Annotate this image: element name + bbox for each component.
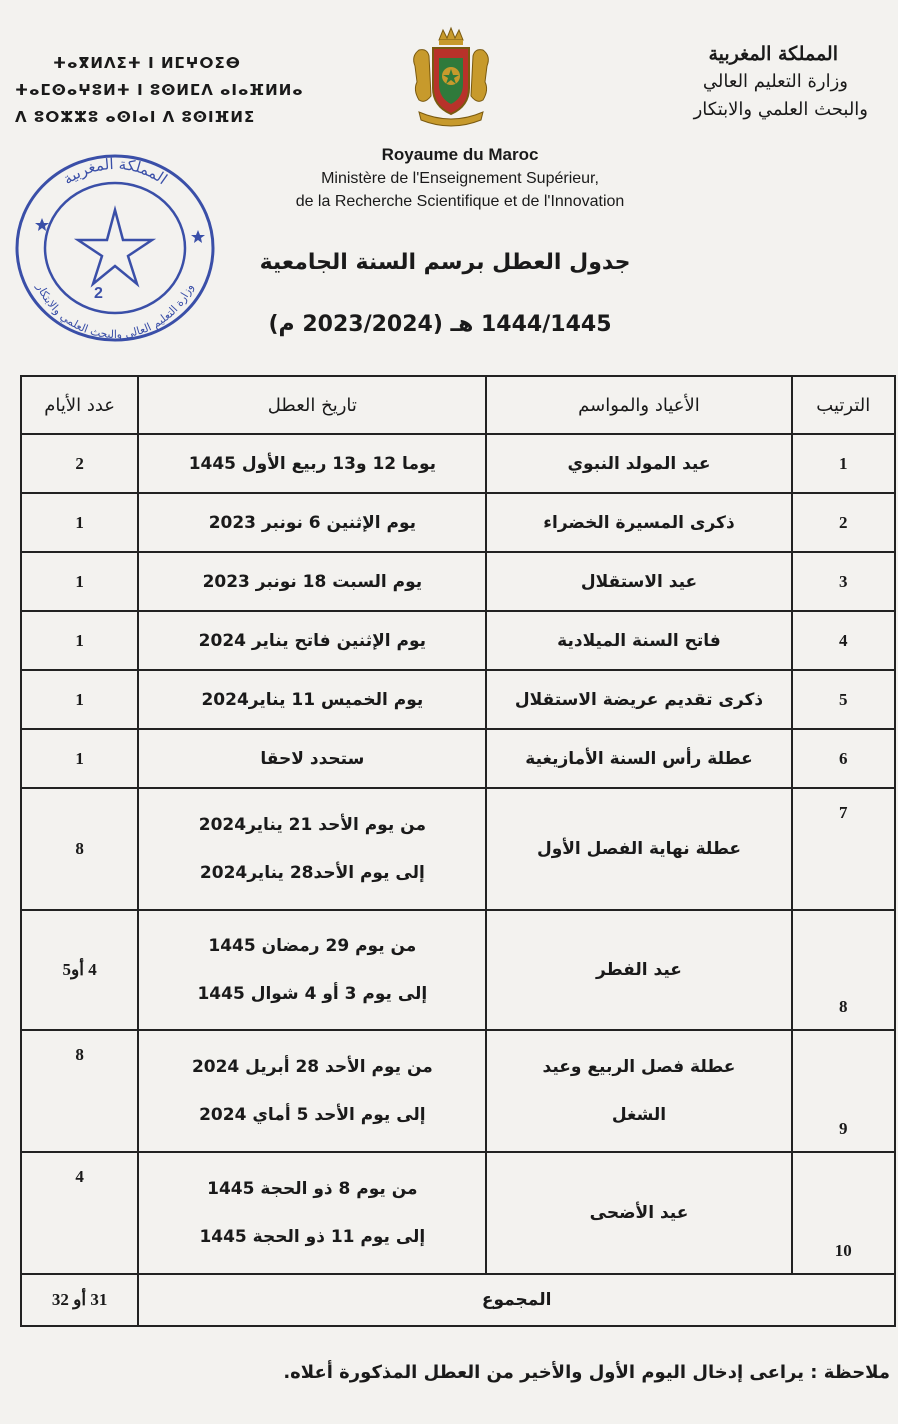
row-days: 8: [21, 1030, 138, 1152]
total-label: المجموع: [138, 1274, 895, 1326]
row-occasion: ذكرى تقديم عريضة الاستقلال: [486, 670, 791, 729]
table-row: [21, 729, 895, 788]
row-number: 2: [792, 493, 895, 552]
row-date-from: من يوم 8 ذو الحجة 1445: [207, 1179, 418, 1199]
row-days: 8: [21, 788, 138, 910]
french-header: [250, 143, 670, 213]
row-date-from: من يوم الأحد 28 أبريل 2024: [191, 1057, 433, 1077]
row-occasion: عيد الأضحى: [486, 1152, 791, 1274]
row-days: 2: [21, 434, 138, 493]
header-days: عدد الأيام: [21, 376, 138, 434]
footnote-label: ملاحظة :: [810, 1362, 890, 1383]
footnote-text: يراعى إدخال اليوم الأول والأخير من العطل المذكورة أعلاه.: [283, 1362, 805, 1383]
table-header-row: [21, 376, 895, 434]
table-row: [21, 1030, 895, 1152]
row-number: 5: [792, 670, 895, 729]
table-row: [21, 910, 895, 1030]
row-dates: [138, 1030, 486, 1152]
row-number: 10: [792, 1152, 895, 1274]
row-number: 9: [792, 1030, 895, 1152]
row-number: 6: [792, 729, 895, 788]
table-row: [21, 670, 895, 729]
row-occasion: ذكرى المسيرة الخضراء: [486, 493, 791, 552]
star-icon: [78, 210, 152, 284]
table-row: [21, 611, 895, 670]
ministry-stamp: [10, 148, 220, 348]
row-date-from: من يوم 29 رمضان 1445: [208, 936, 417, 956]
arabic-ministry-line1: وزارة التعليم العالي: [702, 71, 848, 92]
holidays-table: [20, 375, 896, 1327]
row-occasion: [486, 1030, 791, 1152]
table-row: [21, 1152, 895, 1274]
stamp-number: 2: [94, 285, 103, 302]
table-row: [21, 788, 895, 910]
row-days: 1: [21, 611, 138, 670]
row-number: 3: [792, 552, 895, 611]
tifinagh-line1: ⵜⴰⴳⵍⴷⵉⵜ ⵏ ⵍⵎⵖⵔⵉⴱ: [53, 54, 241, 72]
row-number: 8: [792, 910, 895, 1030]
row-days: 1: [21, 493, 138, 552]
table-row: [21, 552, 895, 611]
row-dates: ستحدد لاحقا: [138, 729, 486, 788]
footnote: [283, 1362, 890, 1383]
row-date-to: إلى يوم 11 ذو الحجة 1445: [199, 1227, 426, 1247]
table-row: [21, 493, 895, 552]
row-dates: يوم الخميس 11 يناير2024: [138, 670, 486, 729]
header-occasion: الأعياد والمواسم: [486, 376, 791, 434]
arabic-ministry-line2: والبحث العلمي والابتكار: [693, 99, 868, 120]
small-star-icon: [191, 230, 205, 243]
stamp-inner-text: وزارة التعليم العالي والبحث العلمي والابتكار: [33, 281, 197, 342]
row-occasion: عيد المولد النبوي: [486, 434, 791, 493]
header-dates: تاريخ العطل: [138, 376, 486, 434]
row-occasion-line1: عطلة فصل الربيع وعيد: [542, 1057, 736, 1077]
row-dates: [138, 788, 486, 910]
row-occasion-line2: الشغل: [611, 1105, 667, 1125]
row-days: 1: [21, 552, 138, 611]
tifinagh-line3: ⴷ ⵓⵔⵣⵣⵓ ⴰⵙⵏⴰⵏ ⴷ ⵓⵙⵏⴼⵍⵉ: [15, 108, 256, 126]
row-days: 4: [21, 1152, 138, 1274]
arabic-header: [694, 40, 868, 124]
row-date-from: من يوم الأحد 21 يناير2024: [198, 815, 426, 835]
total-days: 31 أو 32: [21, 1274, 138, 1326]
row-occasion: عيد الفطر: [486, 910, 791, 1030]
coat-of-arms-icon: [405, 26, 497, 130]
french-kingdom: Royaume du Maroc: [381, 145, 539, 164]
row-dates: [138, 910, 486, 1030]
row-dates: يوم الإثنين فاتح يناير 2024: [138, 611, 486, 670]
row-dates: يوم السبت 18 نونبر 2023: [138, 552, 486, 611]
row-number: 1: [792, 434, 895, 493]
french-ministry-line2: de la Recherche Scientifique et de l'Innovation: [295, 193, 625, 210]
row-dates: يوم الإثنين 6 نونبر 2023: [138, 493, 486, 552]
tifinagh-line2: ⵜⴰⵎⵙⴰⵖⵓⵍⵜ ⵏ ⵓⵙⵍⵎⴷ ⴰⵏⴰⴼⵍⵍⴰ: [15, 81, 304, 99]
page-title: جدول العطل برسم السنة الجامعية: [259, 250, 631, 275]
row-occasion: فاتح السنة الميلادية: [486, 611, 791, 670]
row-date-to: إلى يوم الأحد 5 أماي 2024: [199, 1105, 426, 1125]
tifinagh-header: [15, 50, 304, 131]
header-order: الترتيب: [792, 376, 895, 434]
stamp-outer-text: المملكة المغربية: [59, 154, 171, 189]
table-total-row: [21, 1274, 895, 1326]
row-occasion: عطلة رأس السنة الأمازيغية: [486, 729, 791, 788]
row-number: 7: [792, 788, 895, 910]
page-subtitle: 1444/1445 هـ (2023/2024 م): [268, 312, 612, 337]
row-days: 1: [21, 729, 138, 788]
row-number: 4: [792, 611, 895, 670]
row-occasion: عطلة نهاية الفصل الأول: [486, 788, 791, 910]
arabic-kingdom: المملكة المغربية: [708, 43, 838, 65]
row-dates: يوما 12 و13 ربيع الأول 1445: [138, 434, 486, 493]
row-days: 1: [21, 670, 138, 729]
row-date-to: إلى يوم 3 أو 4 شوال 1445: [197, 984, 428, 1004]
row-occasion: عيد الاستقلال: [486, 552, 791, 611]
table-row: [21, 434, 895, 493]
row-dates: [138, 1152, 486, 1274]
french-ministry-line1: Ministère de l'Enseignement Supérieur,: [321, 170, 599, 187]
row-days: 4 أو5: [21, 910, 138, 1030]
row-date-to: إلى يوم الأحد28 يناير2024: [199, 863, 425, 883]
